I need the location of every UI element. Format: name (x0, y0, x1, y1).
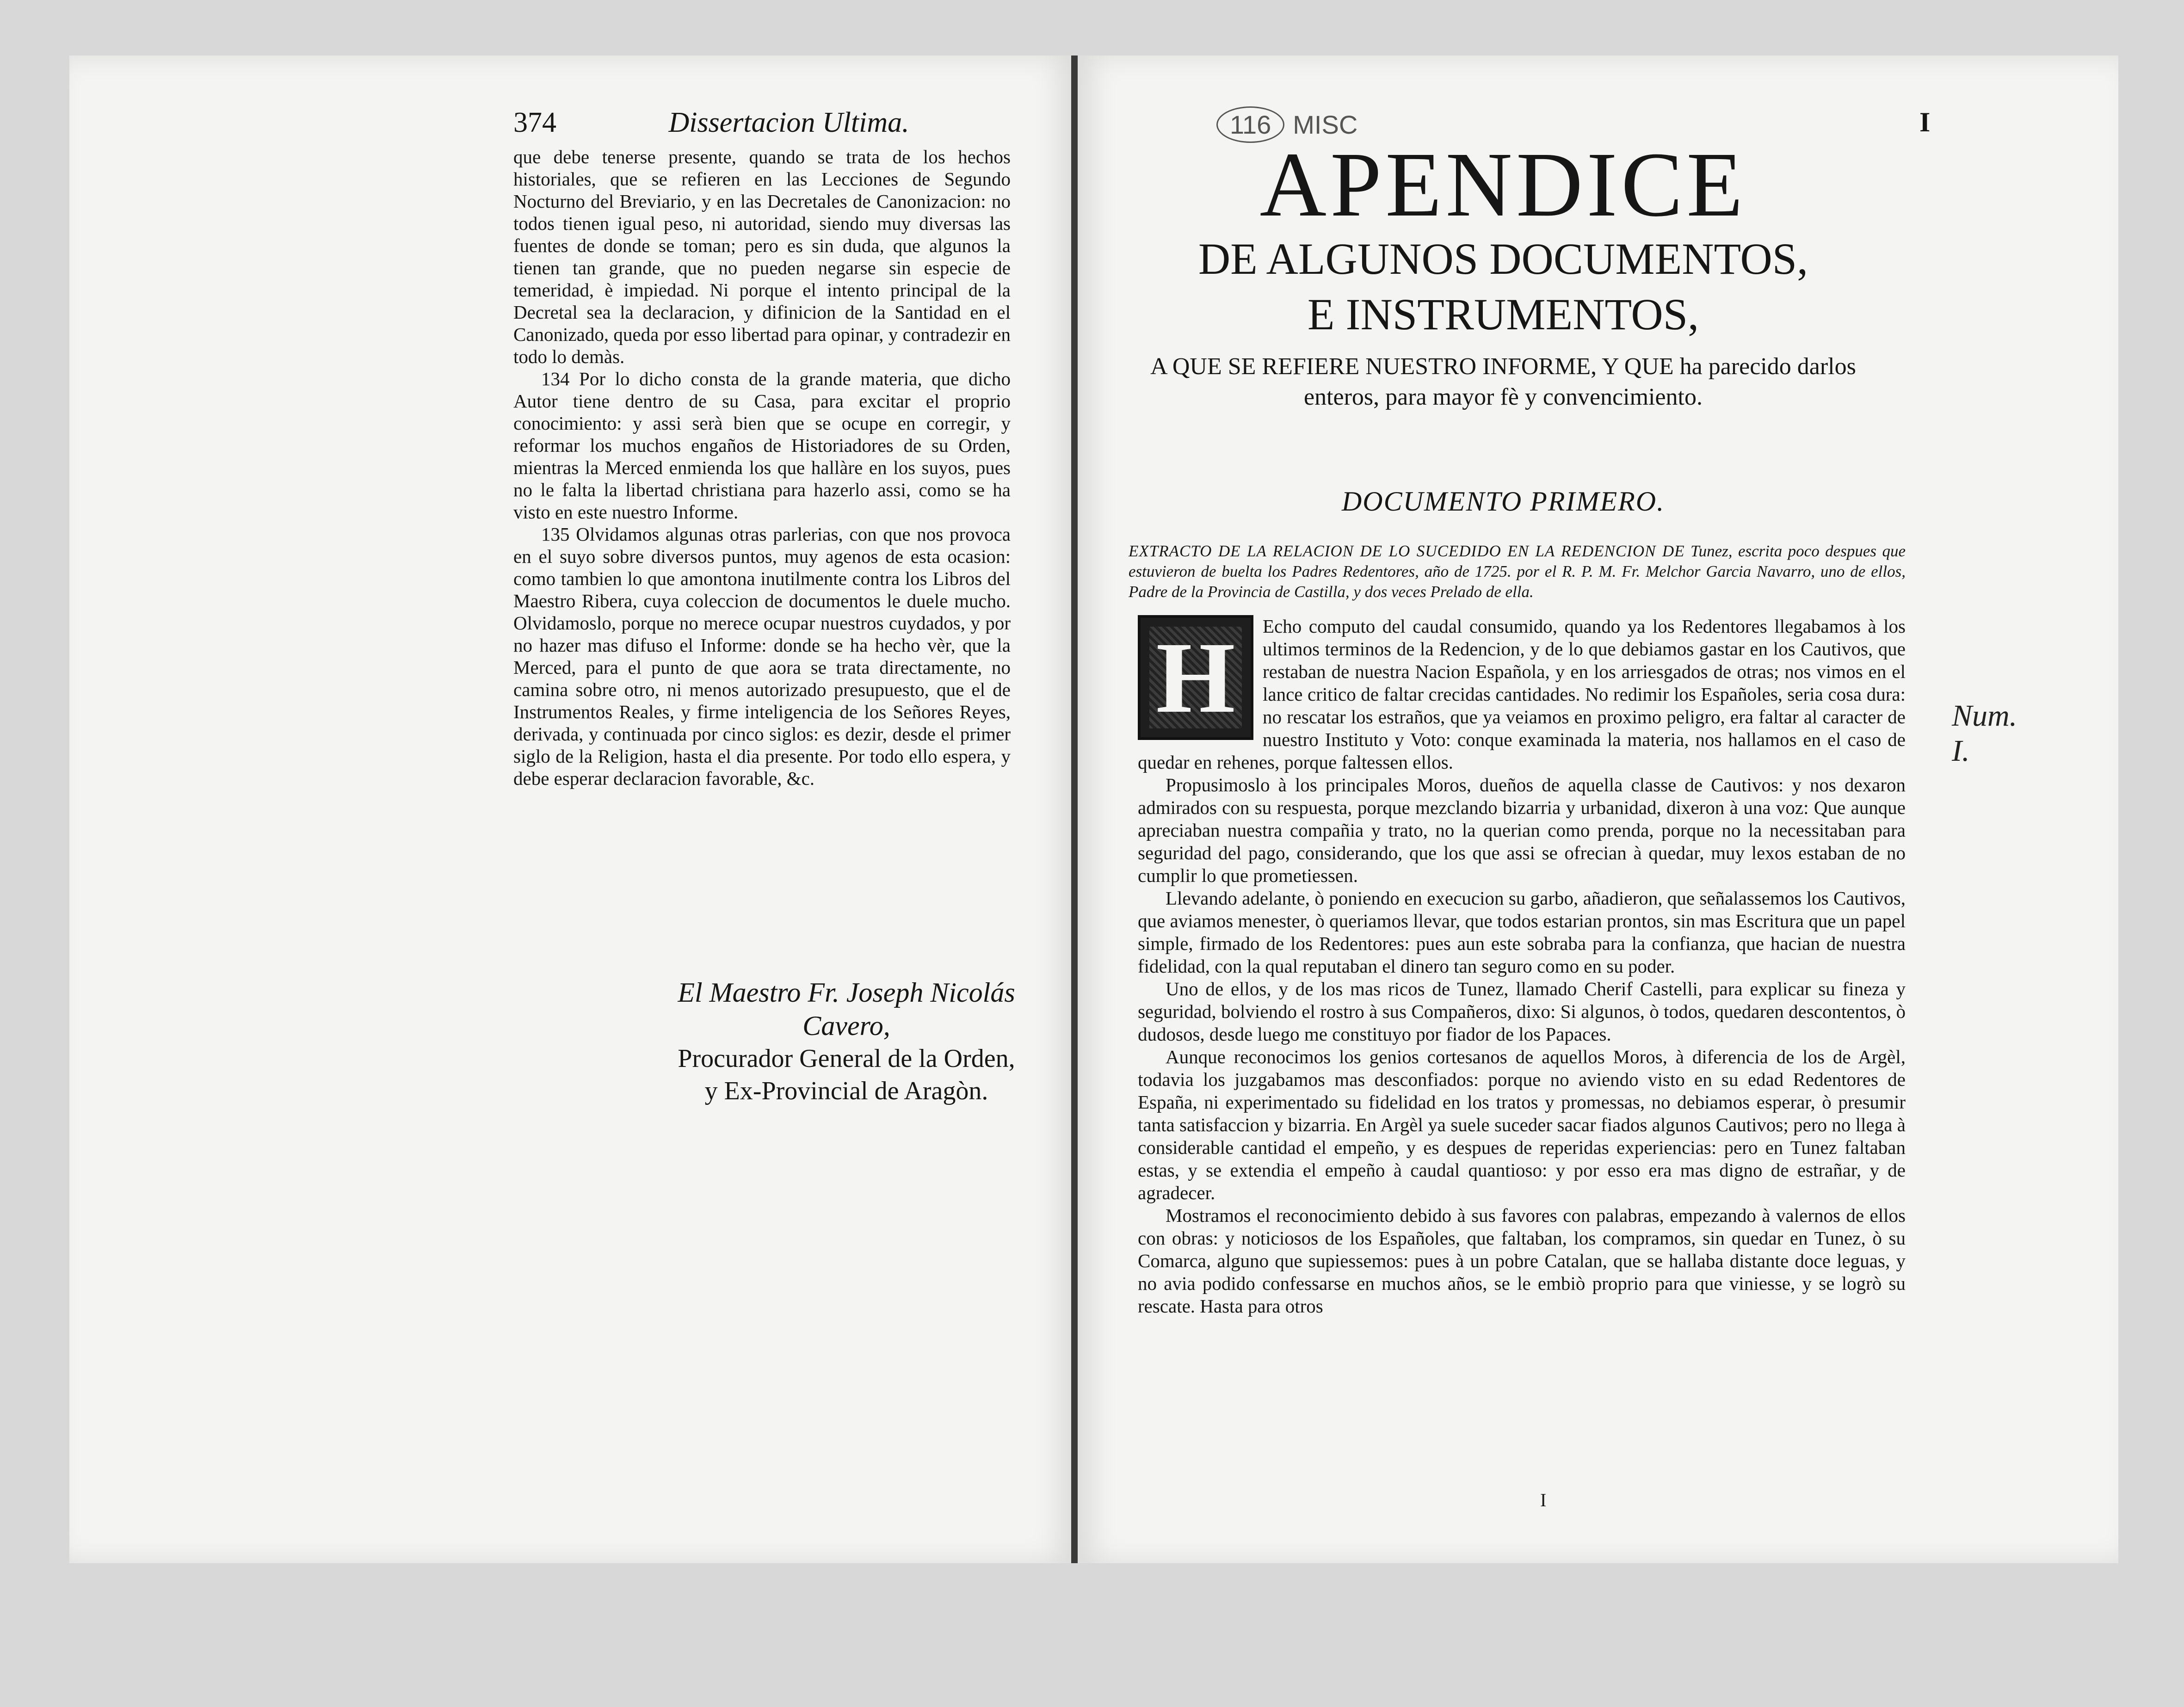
appendix-title-line-2: DE ALGUNOS DOCUMENTOS, (1198, 234, 1808, 283)
extract-heading: EXTRACTO DE LA RELACION DE LO SUCEDIDO EN LA REDENCION DE (1129, 542, 1685, 560)
paragraph: 134 Por lo dicho consta de la grande materia, que dicho Autor tiene dentro de su Casa, para excitar el proprio conocimiento: y assi serà bien que se ocupe en corregir, y reformar los muchos engaños de Historiadores de su Orden, mientras la Merced enmienda los que hallàre en los suyos, pues no le falta la libertad christiana para hazerlo assi, como se ha visto en este nuestro Informe. (513, 368, 1011, 523)
paragraph: Echo computo del caudal consumido, quando ya los Redentores llegabamos à los ultimos terminos de la Redencion, y de lo que debiamos gastar en los Cautivos, que restaban de nuestra Nacion Española, y en los arriesgados de otras; nos vimos en el lance critico de faltar crecidas cantidades. No redimir los Españoles, seria cosa dura: no rescatar los estraños, que ya veiamos en proximo peligro, era faltar al caracter de nuestro Instituto y Voto: conque examinada la materia, nos hallamos en el caso de quedar en rehenes, porque faltessen ellos. (1138, 616, 1906, 773)
running-head (513, 106, 909, 139)
paragraph: Uno de ellos, y de los mas ricos de Tunez, llamado Cherif Castelli, para explicar su fineza y seguridad, bolviendo el rostro à sus Compañeros, dixo: Si algunos, ò todos, quedaren descontentos, ò dudosos, desde luego me constituyo por fiador de los Papaces. (1138, 978, 1906, 1045)
appendix-title: APENDICE (1259, 134, 1747, 236)
margin-note-label: Num. (1952, 699, 2017, 733)
paragraph: Llevando adelante, ò poniendo en execucion su garbo, añadieron, que señalassemos los Cautivos, que aviamos menester, ò queriamos llevar, que todos estarian prontos, sin mas Escritura que un papel simple, firmado de los Redentores: pues aun este sobraba para la confianza, que hacian de nuestra fidelidad, con la qual reputaban el dinero tan seguro como en su poder. (1138, 887, 1906, 977)
extract-text: Tunez, escrita poco despues que estuvieron de buelta los Padres Redentores, año de 1725. por el R. P. M. Fr. Melchor Garcia Navarro, uno de ellos, Padre de la Provincia de Castilla, y dos veces Prelado de ella. (1129, 542, 1906, 601)
drop-cap-spacer (1138, 615, 1263, 745)
left-body-text (513, 146, 1011, 789)
paragraph: Aunque reconocimos los genios cortesanos de aquellos Moros, à diferencia de los de Argèl, todavia los juzgabamos mas desconfiados: porque no aviendo visto en su edad Redentores de España, ni experimentado su fidelidad en los tratos y promessas, no debiamos esperar, ò presumir tanta satisfaccion y bizarria. En Argèl ya suele suceder sacar fiados algunos Cautivos; pero no llega à considerable cantidad el empeño, y es despues de reperidas experiencias: pero en Tunez faltaban estas, y se extendia el empeño à caudal quantioso: y por esso era mas digno de estrañar, y de agradecer. (1138, 1046, 1906, 1203)
extract-block (1129, 541, 1906, 602)
archive-mark-text: MISC (1293, 110, 1358, 139)
right-body-text (1138, 615, 1906, 1318)
document-heading: DOCUMENTO PRIMERO. (1341, 486, 1665, 517)
paragraph: 135 Olvidamos algunas otras parlerias, con que nos provoca en el suyo sobre diversos puntos, muy agenos de esta ocasion: como tambien lo que amontona inutilmente contra los Libros del Maestro Ribera, cuya coleccion de documentos le duele mucho. Olvidamoslo, porque no merece ocupar nuestros cuydados, y por no hazer mas difuso el Informe: donde se ha hecho vèr, que la Merced, para el punto de que aora se trata directamente, no camina sobre otro, ni menos autorizado presupuesto, que el de Instrumentos Reales, y firme inteligencia de los Señores Reyes, derivada, y continuada por cinco siglos: es dezir, desde el primer siglo de la Religion, hasta el dia presente. Por todo ello espera, y debe esperar declaracion favorable, &c. (513, 524, 1011, 789)
running-title: Dissertacion Ultima. (668, 107, 909, 138)
appendix-subtitle: A QUE SE REFIERE NUESTRO INFORME, Y QUE ha parecido darlos enteros, para mayor fè y convencimiento. (1150, 353, 1856, 410)
signature-title-2: y Ex-Provincial de Aragòn. (704, 1077, 988, 1105)
right-page (1078, 55, 2118, 1563)
paragraph: Propusimoslo à los principales Moros, dueños de aquella classe de Cautivos: y nos dexaron admirados con su respuesta, porque mezclando bizarria y urbanidad, dixeron à una voz: Que aunque apreciaban nuestra compañia y trato, no la querian como prenda, porque no la necessitaban para seguridad del pago, considerando, que los que assi se ofrecian à quedar, muy lexos estaban de no cumplir lo que prometiessen. (1138, 774, 1906, 886)
appendix-title-line-3: E INSTRUMENTOS, (1307, 290, 1699, 339)
signature-mark: I (1540, 1490, 1547, 1510)
signature-name-2: Cavero, (802, 1011, 890, 1041)
book-spread (69, 55, 2118, 1563)
faded-margin-note (393, 351, 513, 364)
margin-note (1952, 698, 2063, 769)
signature-block (661, 976, 1031, 1107)
paragraph: Mostramos el reconocimiento debido à sus favores con palabras, empezando à valernos de ellos con obras: y noticiosos de los Españoles, que faltaban, los compramos, sin quedar en Tunez, ò su Comarca, alguno que supiessemos: pues à un pobre Catalan, que se hallaba distante doce leguas, y no avia podido confessarse en muchos años, se le embiò proprio para que viniesse, y se logrò su rescate. Hasta para otros (1138, 1205, 1906, 1317)
page-number: 374 (513, 107, 556, 138)
signature-title: Procurador General de la Orden, (678, 1044, 1015, 1073)
drop-cap-letter: H (1156, 621, 1235, 734)
signature-name: El Maestro Fr. Joseph Nicolás (678, 977, 1015, 1008)
margin-note-number: I. (1952, 734, 1970, 768)
archive-mark-number: 116 (1216, 106, 1284, 143)
paragraph: que debe tenerse presente, quando se trata de los hechos historiales, que se refieren en las Lecciones de Segundo Nocturno del Breviario, y en las Decretales de Canonizacion: no todos tienen igual peso, ni autoridad, siendo muy diversas las fuentes de donde se toman; pero es sin duda, que algunos la tienen tan grande, que no pueden negarse sin especie de temeridad, è impiedad. Ni porque el intento principal de la Decretal sea la declaracion, y difinicion de la Santidad en el Canonizado, queda por esso libertad para opinar, y contradezir en todo lo demàs. (513, 146, 1011, 367)
left-page (69, 55, 1073, 1563)
page-number: I (1919, 107, 1931, 137)
